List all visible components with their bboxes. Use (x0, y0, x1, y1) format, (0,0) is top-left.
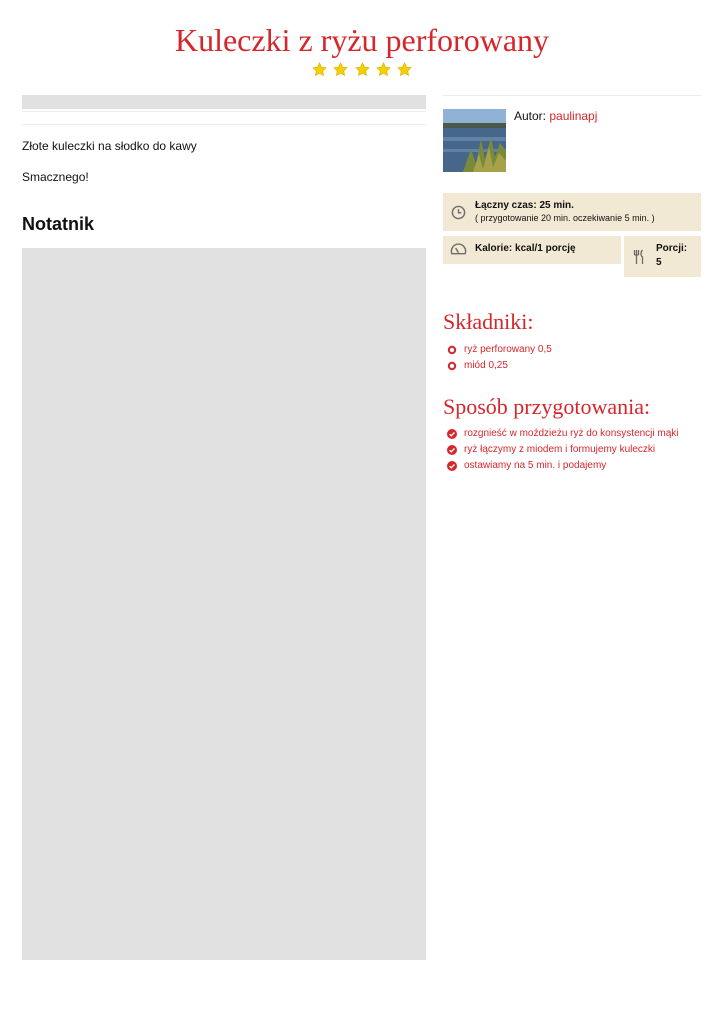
check-circle-icon (447, 461, 457, 471)
ingredient-item (447, 343, 552, 359)
clock-icon (451, 205, 466, 220)
divider (22, 124, 426, 125)
star-icon (355, 62, 370, 77)
notes-heading: Notatnik (22, 214, 94, 234)
ring-bullet-icon (447, 345, 457, 355)
author-link[interactable]: paulinapj (549, 109, 598, 123)
preparation-steps (447, 427, 679, 475)
check-circle-icon (447, 429, 457, 439)
ingredient-item (447, 359, 552, 375)
servings-label: Porcji: (656, 243, 688, 254)
recipe-title: Kuleczki z ryżu perforowany (174, 22, 550, 58)
step-text: ryż łączymy z miodem i formujemy kuleczki (464, 444, 656, 455)
author-line (514, 109, 597, 123)
star-icon (333, 62, 348, 77)
ingredient-text: ryż perforowany 0,5 (464, 344, 552, 355)
servings-value: 5 (656, 257, 662, 268)
step-text: ostawiamy na 5 min. i podajemy (464, 460, 607, 471)
time-details: ( przygotowanie 20 min. oczekiwanie 5 min. ) (475, 213, 655, 223)
ring-bullet-icon (447, 361, 457, 371)
step-item (447, 459, 679, 475)
star-icon (312, 62, 327, 77)
recipe-description: Złote kuleczki na słodko do kawy (22, 139, 197, 153)
divider (443, 95, 701, 96)
step-item (447, 443, 679, 459)
step-item (447, 427, 679, 443)
star-icon (376, 62, 391, 77)
star-icon (397, 62, 412, 77)
ingredients-heading: Składniki: (443, 309, 534, 334)
divider (22, 111, 426, 112)
cutlery-icon (633, 249, 645, 265)
lake-photo-image (443, 109, 506, 172)
calories: Kalorie: kcal/1 porcję (475, 243, 576, 254)
total-time-box (443, 193, 701, 231)
preparation-heading: Sposób przygotowania: (443, 394, 651, 419)
ingredient-text: miód 0,25 (464, 360, 508, 371)
step-text: rozgnieść w moździeżu ryż do konsystencji mąki (464, 428, 679, 439)
author-label: Autor: (514, 109, 547, 123)
check-circle-icon (447, 445, 457, 455)
gauge-icon (450, 242, 467, 256)
recipe-closing: Smacznego! (22, 170, 89, 184)
image-placeholder-bar (22, 95, 426, 109)
rating-stars (0, 62, 724, 82)
author-photo (443, 109, 506, 172)
total-time: Łączny czas: 25 min. (475, 200, 574, 211)
notes-area (22, 248, 426, 960)
ingredients-list (447, 343, 552, 375)
